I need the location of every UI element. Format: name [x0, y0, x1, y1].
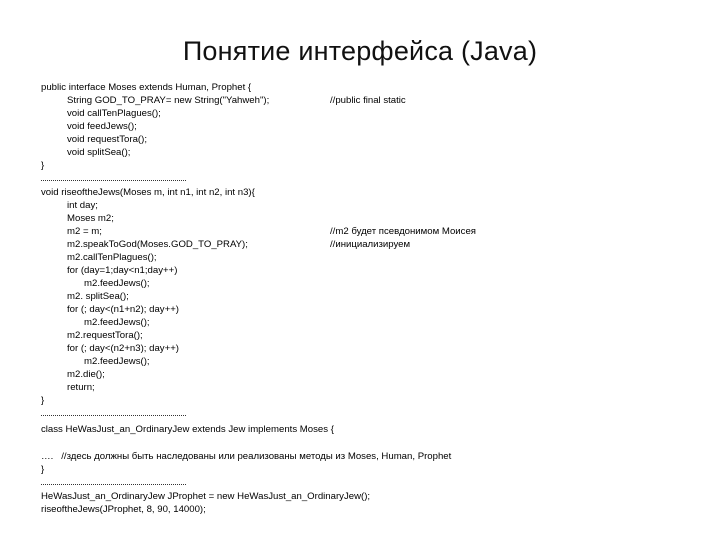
code-line: m2.requestTora(); — [67, 330, 143, 341]
code-line: return; — [67, 382, 95, 393]
code-comment: //public final static — [330, 95, 406, 106]
code-line: for (day=1;day<n1;day++) — [67, 265, 178, 276]
code-line: void riseoftheJews(Moses m, int n1, int n2, int n3){ — [41, 187, 255, 198]
code-line: m2.die(); — [67, 369, 105, 380]
slide-title: Понятие интерфейса (Java) — [182, 36, 538, 66]
dotted-separator — [41, 180, 186, 181]
code-line: m2. splitSea(); — [67, 291, 129, 302]
code-line: m2.feedJews(); — [84, 278, 150, 289]
code-line: String GOD_TO_PRAY= new String("Yahweh"); — [67, 95, 270, 106]
code-line: riseoftheJews(JProphet, 8, 90, 14000); — [41, 504, 206, 515]
code-line: for (; day<(n2+n3); day++) — [67, 343, 179, 354]
dotted-separator — [41, 484, 186, 485]
code-line: void splitSea(); — [67, 147, 131, 158]
code-line: …. //здесь должны быть наследованы или реализованы методы из Moses, Human, Prophet — [41, 451, 452, 462]
code-line: for (; day<(n1+n2); day++) — [67, 304, 179, 315]
code-line: Moses m2; — [67, 213, 114, 224]
code-line: public interface Moses extends Human, Prophet { — [41, 82, 252, 93]
code-line: m2.feedJews(); — [84, 356, 150, 367]
code-line: int day; — [67, 200, 98, 211]
code-line: } — [41, 160, 45, 171]
code-line: } — [41, 464, 45, 475]
code-line: } — [41, 395, 45, 406]
code-line: m2.callTenPlagues(); — [67, 252, 157, 263]
code-line: m2.speakToGod(Moses.GOD_TO_PRAY); — [67, 239, 248, 250]
code-line: m2.feedJews(); — [84, 317, 150, 328]
code-line: m2 = m; — [67, 226, 102, 237]
code-line: class HeWasJust_an_OrdinaryJew extends Jew implements Moses { — [41, 424, 334, 435]
code-line: void requestTora(); — [67, 134, 147, 145]
code-line: void callTenPlagues(); — [67, 108, 161, 119]
code-comment: //m2 будет псевдонимом Моисея — [330, 226, 476, 237]
code-line: HeWasJust_an_OrdinaryJew JProphet = new HeWasJust_an_OrdinaryJew(); — [41, 491, 371, 502]
dotted-separator — [41, 415, 186, 416]
code-comment: //инициализируем — [330, 239, 411, 250]
code-line: void feedJews(); — [67, 121, 137, 132]
